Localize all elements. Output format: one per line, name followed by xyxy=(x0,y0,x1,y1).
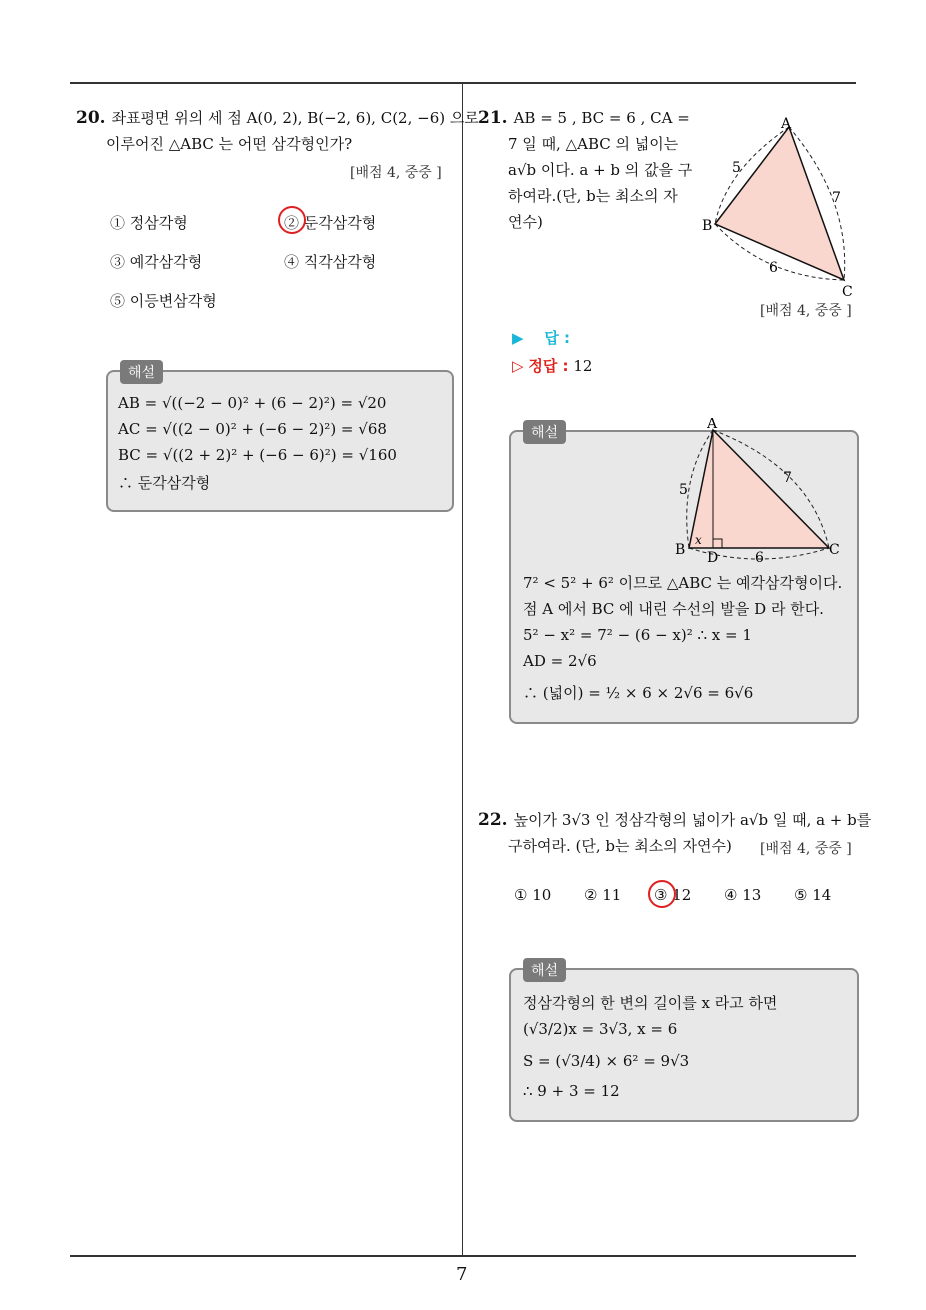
choice-5[interactable]: ⑤ 14 xyxy=(794,886,832,904)
solution-line: AD = 2√6 xyxy=(523,652,597,670)
vertex-b-label: B xyxy=(702,218,713,234)
question-text-line: 하여라.(단, b는 최소의 자 xyxy=(508,187,678,205)
question-text-line: 좌표평면 위의 세 점 A(0, 2), B(−2, 6), C(2, −6) 으로 xyxy=(111,109,479,127)
choice-2[interactable]: ② 11 xyxy=(584,886,622,904)
choice-2[interactable]: ② 둔각삼각형 xyxy=(284,214,377,232)
choice-3[interactable]: ③ 예각삼각형 xyxy=(110,253,203,271)
correct-label: 정답 : xyxy=(528,357,569,375)
side-ca-label: 7 xyxy=(832,190,841,206)
solution-line: BC = √((2 + 2)² + (−6 − 6)²) = √160 xyxy=(118,446,397,464)
solution-box xyxy=(509,963,859,1122)
choice-1[interactable]: ① 10 xyxy=(514,886,552,904)
solution-line: 점 A 에서 BC 에 내린 수선의 발을 D 라 한다. xyxy=(523,600,824,618)
foot-d-label: D xyxy=(707,550,719,563)
solution-line: (√3/2)x = 3√3, x = 6 xyxy=(523,1020,678,1038)
solution-line: ∴ 9 + 3 = 12 xyxy=(523,1082,620,1100)
solution-line: AB = √((−2 − 0)² + (6 − 2)²) = √20 xyxy=(118,394,387,412)
solution-line: S = (√3/4) × 6² = 9√3 xyxy=(523,1052,690,1070)
question-number: 22. xyxy=(478,810,508,830)
score-meta: [배점 4, 중중 ] xyxy=(760,303,852,319)
play-icon: ▶ xyxy=(512,329,524,347)
bottom-rule xyxy=(70,1255,856,1257)
triangle-figure xyxy=(696,110,866,300)
question-number: 20. xyxy=(76,108,106,128)
side-bc-label: 6 xyxy=(755,550,764,563)
solution-box xyxy=(509,418,859,724)
solution-triangle-figure xyxy=(671,418,851,563)
score-meta: [배점 4, 중중 ] xyxy=(350,165,442,181)
solution-line: ∴ 둔각삼각형 xyxy=(118,474,211,492)
solution-box xyxy=(106,365,454,512)
solution-line: 5² − x² = 7² − (6 − x)² ∴ x = 1 xyxy=(523,626,752,644)
answer-label: 답 : xyxy=(544,329,571,347)
vertex-b-label: B xyxy=(675,542,686,558)
score-meta: [배점 4, 중중 ] xyxy=(760,841,852,857)
solution-line: 7² < 5² + 6² 이므로 △ABC 는 예각삼각형이다. xyxy=(523,574,843,592)
question-text-line: a√b 이다. a + b 의 값을 구 xyxy=(508,161,693,179)
side-ca-label: 7 xyxy=(783,470,792,486)
question-text-line: 연수) xyxy=(508,213,543,231)
question-number: 21. xyxy=(478,108,508,128)
answer-circle-mark xyxy=(278,206,306,234)
correct-value: 12 xyxy=(573,357,593,375)
solution-line: AC = √((2 − 0)² + (−6 − 2)²) = √68 xyxy=(118,420,387,438)
segment-x-label: x xyxy=(695,533,702,547)
vertex-a-label: A xyxy=(781,116,792,132)
question-text-line: AB = 5 , BC = 6 , CA = xyxy=(513,109,690,127)
question-text-line: 높이가 3√3 인 정삼각형의 넓이가 a√b 일 때, a + b를 xyxy=(513,811,872,829)
vertex-a-label: A xyxy=(707,418,718,432)
choice-4[interactable]: ④ 13 xyxy=(724,886,762,904)
choice-4[interactable]: ④ 직각삼각형 xyxy=(284,253,377,271)
vertex-c-label: C xyxy=(829,542,840,558)
outline-play-icon: ▷ xyxy=(512,357,524,375)
question-text-line: 7 일 때, △ABC 의 넓이는 xyxy=(508,135,679,153)
choice-1[interactable]: ① 정삼각형 xyxy=(110,214,188,232)
solution-tag: 해설 xyxy=(120,360,163,384)
choice-3[interactable]: ③ 12 xyxy=(654,886,692,904)
solution-line: ∴ (넓이) = ½ × 6 × 2√6 = 6√6 xyxy=(523,684,754,702)
choice-5[interactable]: ⑤ 이등변삼각형 xyxy=(110,292,217,310)
solution-tag: 해설 xyxy=(523,958,566,982)
page-number: 7 xyxy=(456,1264,468,1285)
solution-tag: 해설 xyxy=(523,420,566,444)
answer-circle-mark xyxy=(648,880,676,908)
solution-line: 정삼각형의 한 변의 길이를 x 라고 하면 xyxy=(523,994,778,1012)
question-text-line: 구하여라. (단, b는 최소의 자연수) xyxy=(508,837,732,855)
side-bc-label: 6 xyxy=(769,260,778,276)
side-ab-label: 5 xyxy=(732,160,741,176)
side-ab-label: 5 xyxy=(679,482,688,498)
question-text-line: 이루어진 △ABC 는 어떤 삼각형인가? xyxy=(106,135,353,153)
vertex-c-label: C xyxy=(842,284,853,300)
column-divider xyxy=(462,84,463,1256)
top-rule xyxy=(70,82,856,84)
